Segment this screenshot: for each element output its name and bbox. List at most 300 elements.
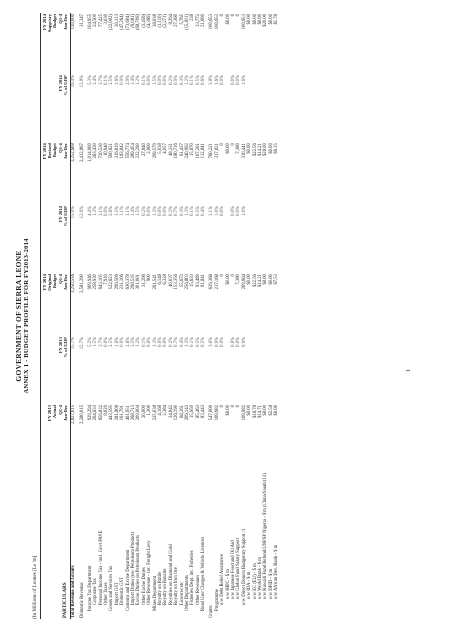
amount-cell: 900 [147,274,153,282]
amount-cell: 289,454 [131,143,137,159]
row-label: Goods and Services Tax [109,565,115,611]
amount-cell: 38,038 [152,14,158,27]
amount-cell: 643,105 [98,274,104,290]
amount-cell: $0.00 [247,405,253,416]
percent-cell: 0.0% [157,75,163,85]
title-block [14,13,31,619]
amount-cell: 7,380 [236,274,242,285]
amount-cell: 2,581,290 [79,274,85,293]
amount-cell: 20,313 [114,14,120,27]
amount-cell: 0 [220,14,226,17]
percent-cell: 0.2% [168,75,174,85]
amount-cell: 0 [220,274,226,277]
percent-cell: 2.5% [109,75,115,85]
amount-cell: (68,709) [136,14,142,31]
amount-cell: 55,672 [179,274,185,287]
percent-cell: 0.2% [141,206,147,216]
amount-cell: $0.00 [247,14,253,25]
percent-cell: 15.9% [71,206,77,219]
percent-cell: 0.7% [174,206,180,216]
amount-cell: 0 [231,14,237,17]
amount-cell: 120,000 [71,14,77,30]
budget-table [40,13,279,619]
amount-cell: 112,841 [201,143,207,159]
percent-cell: 0.0% [104,206,110,216]
amount-cell: $14.71 [258,405,263,418]
percent-cell: 0.5% [195,206,201,216]
amount-cell: 83,443 [201,405,207,418]
percent-cell: 0.0% [231,206,237,216]
amount-cell: 209,004 [136,405,142,421]
amount-cell: 0 [220,405,226,408]
amount-cell: $22.56 [252,274,258,287]
row-label: o/w DFID - $ m [268,568,274,599]
table-header [41,13,71,619]
amount-cell: 281,808 [114,405,120,421]
amount-cell: 547,000 [209,405,215,421]
percent-cell: 0.3% [179,206,185,216]
column-header-line: Q1-4 [57,14,63,24]
percent-cell: 0.0% [236,206,242,216]
amount-cell: 238 [190,14,196,22]
percent-cell: 0.5% [195,337,201,347]
header-row [41,13,71,619]
row-label: Other Departments [184,575,190,611]
percent-cell: 1.5% [136,206,142,216]
column-header-line: FY 2014 [42,143,47,160]
percent-cell: 1.3% [93,206,99,216]
percent-cell: 0.5% [195,75,201,85]
percent-cell [274,205,279,273]
percent-cell: 3.1% [209,206,215,216]
column-header-line: % of GDP [62,75,68,96]
row-label: Domestic Revenue [79,582,85,618]
amount-cell: $0.00 [247,143,253,154]
amount-cell: 301,001 [136,274,142,290]
amount-cell: 720,530 [98,143,104,159]
percent-cell: 1.5% [131,337,137,347]
amount-cell: 261,541 [152,274,158,290]
amount-cell: 161,791 [120,405,126,421]
amount-cell: 2,827,015 [71,405,77,424]
column-header-particulars [41,467,71,619]
row-label: Other Revenues [195,574,201,605]
amount-cell: 2,000 [147,143,153,154]
percent-cell: 0.0% [104,337,110,347]
amount-cell: $14.21 [258,274,263,287]
amount-cell: 93,489 [195,274,201,287]
percent-cell: 4.4% [87,206,93,216]
amount-cell: 500,621 [109,143,115,159]
percent-cell: 1.2% [136,337,142,347]
percent-cell: 5.3% [87,75,93,85]
percent-cell: 12.6% [79,206,85,219]
amount-cell: 0 [231,143,237,146]
amount-cell: 656,832 [98,405,104,421]
row-label: Licences etc [179,581,185,605]
percent-cell: 0.1% [190,337,196,347]
amount-cell: 0 [236,14,242,17]
column-header-line: Q1-4 [57,143,63,153]
column-header-line: Original [47,274,53,291]
amount-cell: $0.00 [268,14,274,25]
amount-cell: 298,535 [131,274,137,290]
amount-cell: 24,500 [93,14,99,27]
column-header-line: Q1-4 [57,274,63,284]
amount-cell: 443,595 [109,405,115,421]
amount-cell: 40,037 [168,274,174,287]
column-header-3 [41,273,71,336]
row-label: Other Excise Duties [141,567,147,605]
percent-cell: 0.1% [190,75,196,85]
amount-cell: $0.00 [268,274,274,285]
percent-cell: 0.0% [236,337,242,347]
amount-cell: 21,000 [201,14,207,27]
amount-cell: $18.78 [252,405,258,418]
amount-cell: 317,821 [214,143,220,159]
percent-cell: 1.6% [214,75,220,85]
percent-cell: 1.4% [131,206,137,216]
row-label: Domestic GST [120,577,126,605]
amount-cell: (2,271) [163,14,169,28]
amount-cell: 1,014,900 [87,143,93,162]
row-label: o/w Debt Relief Assistance [220,554,226,605]
amount-cell: 15,870 [190,143,196,157]
amount-cell: 209,143 [184,405,190,421]
amount-cell: 100,653 [214,14,220,30]
amount-cell: $0.00 [268,143,274,154]
column-header-4 [41,205,71,273]
amount-cell: 31,347 [79,14,85,27]
amount-cell: 100,653 [241,14,247,30]
amount-cell: 231,106 [120,274,126,290]
percent-cell: 0.3% [179,75,185,85]
amount-cell: 0 [220,143,226,146]
percent-cell: 3.8% [209,75,215,85]
amount-cell: 268,713 [131,405,137,421]
percent-cell: 1.0% [214,206,220,216]
amount-cell: $7.53 [274,274,280,285]
row-label: o/w Kuwaiti Fund Refund/UNFSP Nigeria - $'m (China/Saudi/(13) [263,473,269,599]
column-header-2 [41,336,71,404]
amount-cell: $0.00 [225,405,231,416]
amount-cell: $0.00 [258,14,263,25]
percent-cell: 0.0% [220,337,226,347]
column-header-line: Actual [52,405,58,419]
percent-cell: 1.2% [184,337,190,347]
percent-cell [274,336,279,404]
amount-cell: $8.00 [263,274,269,285]
amount-cell: 299,506 [114,274,120,290]
percent-cell: 1.0% [241,206,247,216]
column-header-line: Jan-Dec [62,274,68,291]
amount-cell: 6,148 [157,274,163,285]
row-label: Other Revenue - inc. Freight Levy [147,540,153,605]
amount-cell: 180,716 [174,143,180,159]
amount-cell: $20.00 [263,14,269,27]
column-header-line: Q1-4 [57,405,63,415]
amount-cell: 169,982 [214,405,220,421]
percent-cell: 0.0% [163,337,169,347]
amount-cell: 183,842 [120,143,126,159]
percent-cell: 0.0% [157,337,163,347]
amount-cell: 4,057 [163,143,169,154]
amount-cell: 240,992 [184,143,190,159]
row-label: Import GST [114,582,120,605]
percent-cell: 0.9% [120,337,126,347]
row-label: o/w IDA - $ m [247,571,253,599]
percent-cell: 2.6% [125,337,131,347]
percent-cell: 1.4% [131,75,137,85]
column-header-line: FY 2013 [47,405,53,422]
column-header-line: FY 2014 [42,274,47,291]
amount-cell: 10,940 [104,143,110,157]
amount-cell: 8,294 [168,14,174,25]
amount-cell: (47,264) [120,14,126,31]
amount-cell: 4,168 [157,405,163,416]
column-header-line: FY 2013 [57,337,63,354]
amount-cell: $8.00 [263,405,269,416]
amount-cell: (73,604) [125,14,131,31]
row-label: o/w World Bank - $ m [258,557,263,599]
row-label: Road User Charges & Vehicle Licences [201,536,207,611]
amount-cell: 3,250,556 [71,274,77,293]
amount-cell: (4,369) [147,14,153,28]
amount-cell: 15,950 [190,405,196,418]
amount-cell: 5,765 [179,14,185,25]
row-label: Royalties on Diamond and Gold [168,544,174,605]
amount-cell: $6.15 [274,143,280,154]
amount-cell: 461,951 [125,405,131,421]
column-header-line: PARTICULARS [62,582,68,618]
amount-cell: 15,633 [190,274,196,287]
document-title: GOVERNMENT OF SIERRA LEONE [14,250,23,382]
column-header-5 [41,142,71,205]
percent-cell: 0.0% [231,337,237,347]
percent-cell: 0.0% [236,75,242,85]
column-header-line: % of GDP [62,337,68,358]
percent-cell [274,74,279,142]
percent-cell: 1.4% [93,75,99,85]
percent-cell: 3.1% [98,206,104,216]
percent-cell: 0.0% [157,206,163,216]
percent-cell: 1.3% [152,337,158,347]
amount-cell: 6,328 [163,274,169,285]
percent-cell: 16.4% [71,75,77,88]
percent-cell: 0.9% [120,75,126,85]
amount-cell: 2,412,867 [79,143,85,162]
amount-cell: 310,441 [241,143,247,159]
percent-cell: 3.7% [98,337,104,347]
amount-cell: 153,356 [174,274,180,290]
column-header-line: FY 2014 [57,206,63,223]
percent-cell: 0.9% [241,337,247,347]
percent-cell: 0.0% [220,206,226,216]
amount-cell: 522,623 [109,274,115,290]
amount-cell: $2.58 [268,405,274,416]
amount-cell: $0.00 [225,274,231,285]
amount-cell: (22,002) [109,14,115,31]
row-label: Income Tax Department [87,565,93,611]
amount-cell: 630,378 [125,274,131,290]
amount-cell: 929,294 [87,405,93,421]
amount-cell: 316,819 [114,143,120,159]
amount-cell: 217,168 [214,274,220,290]
amount-cell: 34,042 [168,405,174,418]
amount-cell: 31,296 [141,274,147,287]
amount-cell: 3,030 [104,14,110,25]
percent-cell: 1.2% [136,75,142,85]
percent-cell: 0.1% [141,75,147,85]
percent-cell: 2.5% [109,337,115,347]
column-header-line: Supp/ary [47,14,53,33]
amount-cell: 20,000 [141,405,147,418]
percent-cell: 0.6% [201,75,207,85]
column-header-7 [41,13,71,74]
percent-cell: 0.0% [163,75,169,85]
percent-cell: 0.0% [147,337,153,347]
column-header-line: Jan-Dec [62,14,68,31]
percent-cell: 1.6% [114,337,120,347]
column-header-line: Jan-Dec [62,143,68,160]
percent-cell: 1.5% [93,337,99,347]
percent-cell: 0.9% [214,337,220,347]
row-label: Total Revenue and Grants [71,565,77,618]
table-row [274,13,279,619]
percent-cell: 15.7% [71,337,77,350]
percent-cell: 0.7% [174,337,180,347]
amount-cell: 169,982 [241,405,247,421]
amount-cell: 8,029 [104,405,110,416]
percent-cell: 2.6% [109,206,115,216]
column-header-line: Budget [52,274,58,289]
row-label: Royalty on Bauxite [163,568,169,605]
amount-cell: 760,221 [209,143,215,159]
row-label: Other Taxes [104,582,110,605]
table-body [71,13,280,619]
row-label: Fisheries Dept. inc. Fisheries [190,550,196,605]
column-header-line: % of GDP [62,206,68,227]
amount-cell: $22.56 [252,143,258,157]
amount-cell: 258,930 [93,274,99,290]
row-label: o/w EC (EU) - $ m [252,563,258,599]
row-label: Excise Duties on Petroleum Products [136,535,142,605]
amount-cell: 27,840 [141,143,147,157]
amount-cell: $28.00 [263,143,269,157]
amount-cell: 256,803 [184,274,190,290]
amount-cell: $0.00 [274,405,280,416]
percent-cell: 1.6% [114,75,120,85]
percent-cell: 0.1% [141,337,147,347]
percent-cell: 2.9% [125,75,131,85]
percent-cell: 0.0% [220,75,226,85]
row-label: o/w Global Fund Salary Support [236,538,242,599]
percent-cell: 0.0% [147,206,153,216]
amount-cell: (1,110) [157,14,163,28]
amount-cell: 91,841 [201,274,207,287]
percent-cell: 3.1% [125,206,131,216]
amount-cell: (9,081) [131,14,137,28]
row-label: Programme [214,589,220,611]
amount-cell: 68,261 [179,405,185,418]
row-label: o/w Japanese Food and Oil Aid [231,540,237,599]
amount-cell: 235,038 [152,405,158,421]
percent-cell: 1.1% [120,206,126,216]
percent-cell: 0.0% [231,75,237,85]
amount-cell: 3,252,608 [71,143,77,162]
percent-cell: 12.7% [79,337,85,350]
amount-cell: 7,380 [236,143,242,154]
amount-cell: 2,384 [163,405,169,416]
row-label: Corporate Tax [93,578,99,605]
amount-cell: 264,633 [93,405,99,421]
amount-cell: 232,290 [136,143,142,159]
row-label: Royalty on Rutile [157,571,163,605]
amount-cell: 639,368 [209,274,215,290]
amount-cell: 556,774 [125,143,131,159]
amount-cell: 1,300 [147,405,153,416]
row-label: Personal Income Tax - incl. Govt PAYE [98,530,104,605]
amount-cell: $0.00 [225,143,231,154]
row-label: Royalty on Iron Ore [174,567,180,605]
row-label: o/w HIPC - $ m [225,569,231,599]
amount-cell: 299,579 [152,143,158,159]
percent-cell: 0.0% [147,75,153,85]
page-marker: 1 [406,369,412,372]
amount-cell: $0.00 [252,14,258,25]
amount-cell: 126,190 [174,405,180,421]
column-header-line: Budget [52,143,58,158]
row-label: Customs and Excise Department [125,549,131,611]
rotated-page [0,14,459,631]
amount-cell: 13,772 [195,14,201,27]
percent-cell: 5.2% [87,337,93,347]
percent-cell: 0.2% [168,206,174,216]
percent-cell: 0.4% [201,206,207,216]
amount-cell: 0 [231,405,237,408]
amount-cell: 0 [236,405,242,408]
column-header-line: Revised [47,143,53,159]
percent-cell: 1.3% [152,206,158,216]
amount-cell: 209,664 [241,274,247,290]
percent-cell: 0.5% [201,337,207,347]
row-label: Import Duties (exc Petroleum Products [131,531,137,605]
column-header-1 [41,404,71,467]
percent-cell: 3.0% [209,337,215,347]
amount-cell: (3,456) [141,14,147,28]
percent-cell: 0.1% [190,206,196,216]
percent-cell: 3.7% [98,75,104,85]
percent-cell: 1.3% [184,206,190,216]
amount-cell: 104,955 [87,14,93,30]
column-header-line: FY 2014 [57,75,63,92]
row-label: o/w African Dev. Bank - $ m [274,544,280,599]
amount-cell: 2,280,015 [79,405,85,424]
amount-cell: 283,430 [93,143,99,159]
amount-cell: 7,910 [104,274,110,285]
percent-cell: 1.5% [114,206,120,216]
amount-cell: 5,038 [157,143,163,154]
row-label: o/w Direct Donors Budgetary Support /1 [241,528,247,605]
amount-cell: 77,425 [98,14,104,27]
column-header-line: Jan-Dec [62,405,68,422]
amount-cell: $1.78 [274,14,280,25]
percent-cell: 1.2% [184,75,190,85]
percent-cell: 0.1% [104,75,110,85]
column-header-line: FY 2014 [42,14,47,31]
document-subtitle: ANNEX 1 - BUDGET PROFILE FOR FY2013-2014 [23,238,30,394]
amount-cell: 61,437 [179,143,185,157]
